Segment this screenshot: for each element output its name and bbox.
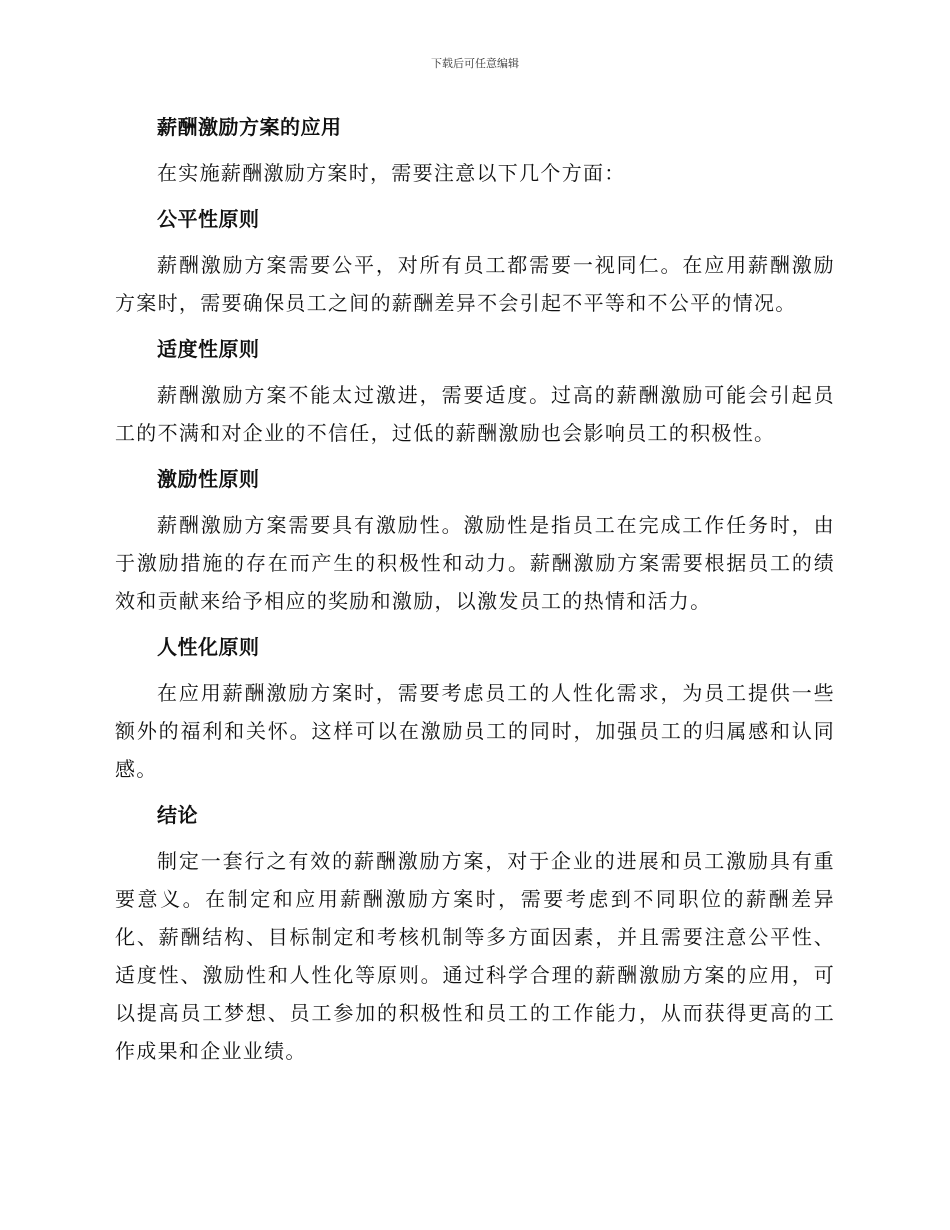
document-body <box>115 108 835 1078</box>
section-conclusion <box>115 796 835 1070</box>
section-heading: 激励性原则 <box>157 467 260 491</box>
section-paragraph: 薪酬激励方案需要公平，对所有员工都需要一视同仁。在应用薪酬激励方案时，需要确保员工之间的薪酬差异不会引起不平等和不公平的情况。 <box>115 253 835 315</box>
section-application <box>115 108 835 192</box>
section-moderation <box>115 330 835 452</box>
section-paragraph: 薪酬激励方案不能太过激进，需要适度。过高的薪酬激励可能会引起员工的不满和对企业的不信任，过低的薪酬激励也会影响员工的积极性。 <box>115 383 835 445</box>
section-paragraph: 薪酬激励方案需要具有激励性。激励性是指员工在完成工作任务时，由于激励措施的存在而产生的积极性和动力。薪酬激励方案需要根据员工的绩效和贡献来给予相应的奖励和激励，以激发员工的热情和活力。 <box>115 513 835 613</box>
section-heading: 人性化原则 <box>157 635 260 659</box>
header-note: 下载后可任意编辑 <box>431 57 519 70</box>
section-paragraph: 制定一套行之有效的薪酬激励方案，对于企业的进展和员工激励具有重要意义。在制定和应用薪酬激励方案时，需要考虑到不同职位的薪酬差异化、薪酬结构、目标制定和考核机制等多方面因素，并且需要注意公平性、适度性、激励性和人性化等原则。通过科学合理的薪酬激励方案的应用，可以提高员工梦想、员工参加的积极性和员工的工作能力，从而获得更高的工作成果和企业业绩。 <box>115 849 835 1063</box>
section-humanization <box>115 628 835 788</box>
section-heading: 公平性原则 <box>157 207 260 231</box>
section-paragraph: 在实施薪酬激励方案时，需要注意以下几个方面： <box>157 161 626 185</box>
section-fairness <box>115 200 835 322</box>
section-heading: 薪酬激励方案的应用 <box>157 115 342 139</box>
section-incentive <box>115 460 835 620</box>
section-heading: 结论 <box>157 803 198 827</box>
section-heading: 适度性原则 <box>157 337 260 361</box>
section-paragraph: 在应用薪酬激励方案时，需要考虑员工的人性化需求，为员工提供一些额外的福利和关怀。这样可以在激励员工的同时，加强员工的归属感和认同感。 <box>115 681 835 781</box>
